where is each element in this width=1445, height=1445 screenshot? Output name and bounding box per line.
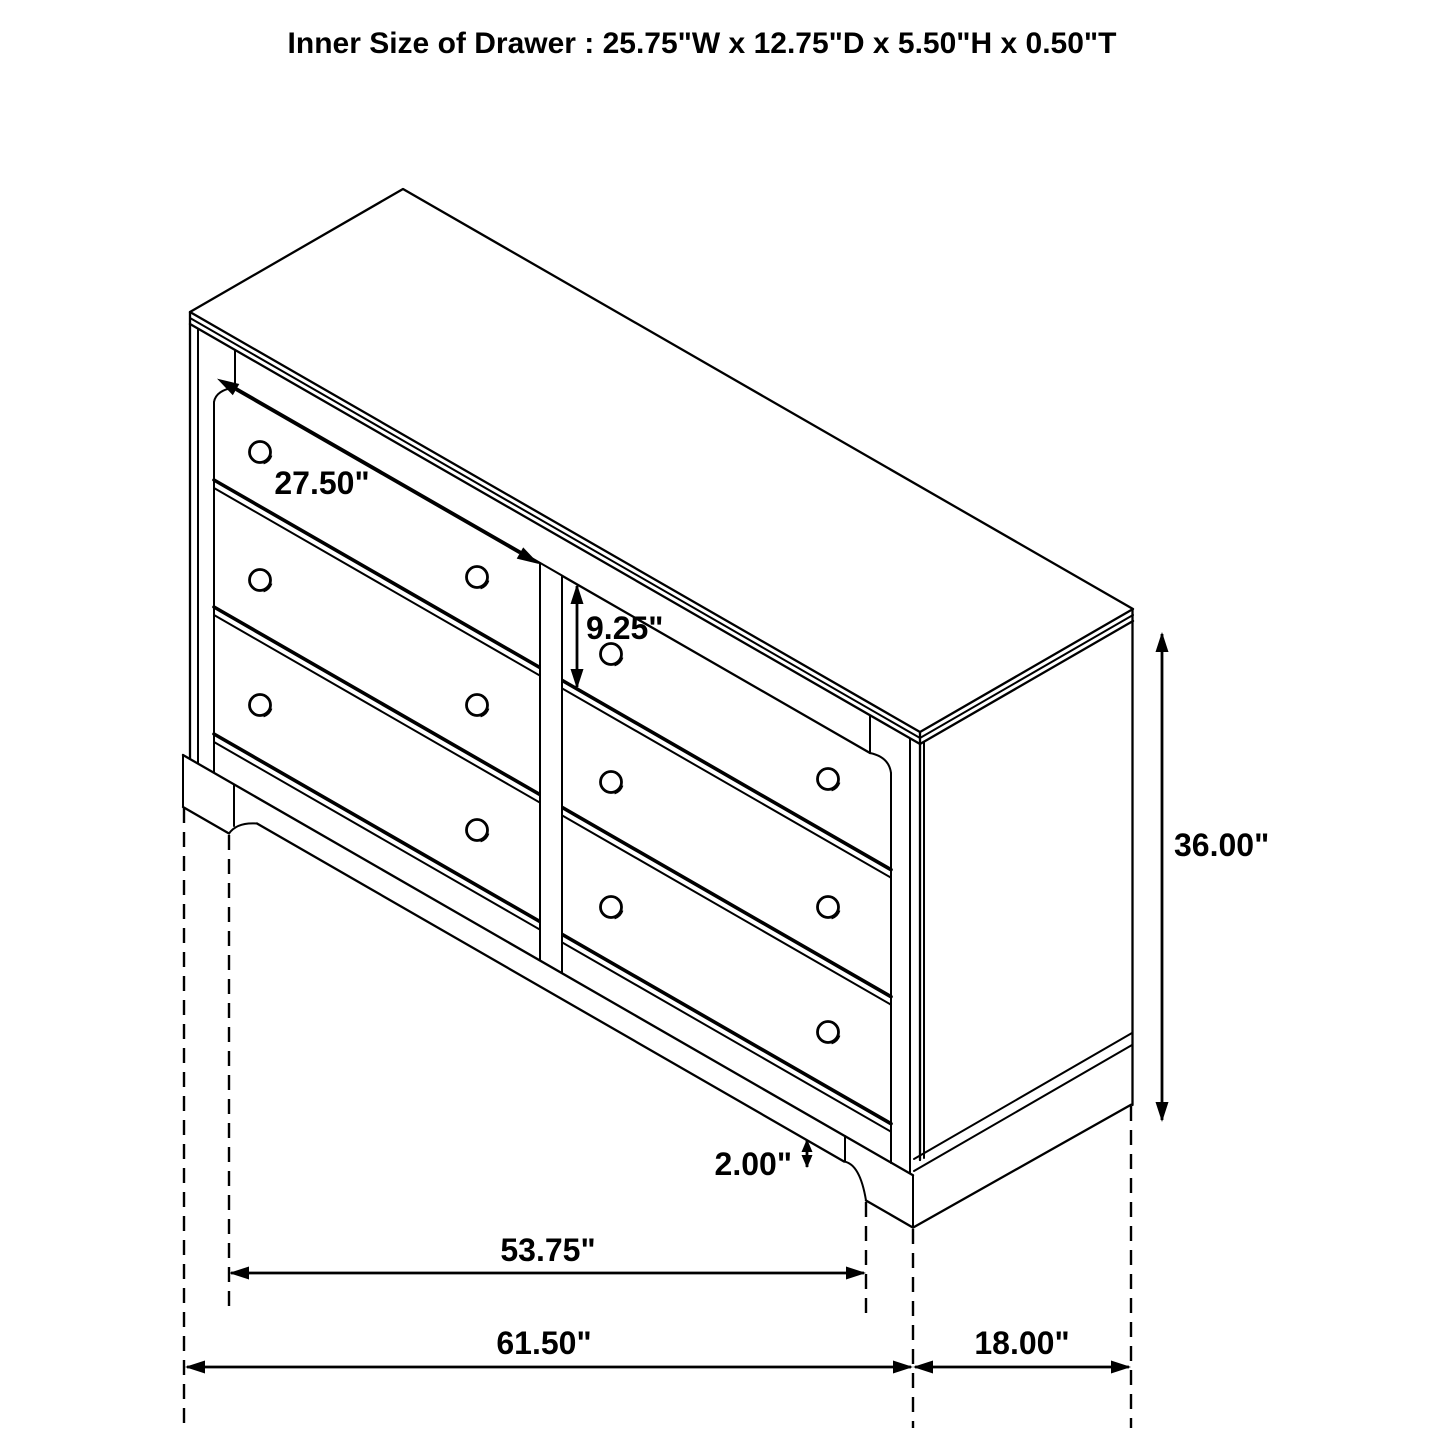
drawer-knob [818, 1022, 840, 1044]
dimension-drawer-opening-height [571, 584, 664, 689]
dimension-label-overall-depth: 18.00" [974, 1325, 1070, 1361]
left-foot-bottom-edge [183, 807, 229, 834]
drawer-knob [250, 442, 272, 464]
arrowhead-right [846, 1267, 866, 1280]
arrowhead-down [1156, 1102, 1169, 1122]
arrowhead-up [1156, 632, 1169, 652]
arrowhead-left [913, 1361, 933, 1374]
arrowhead-right [1111, 1361, 1131, 1374]
dimension-drawer-width [217, 379, 539, 564]
dimension-label-overall-width: 61.50" [496, 1325, 592, 1361]
dimension-label-foot-height: 2.00" [714, 1146, 792, 1182]
dimension-overall-depth [913, 1325, 1131, 1374]
diagram-title: Inner Size of Drawer : 25.75"W x 12.75"D x 5.50"H x 0.50"T [287, 27, 1117, 60]
drawer-knob [467, 695, 489, 717]
drawer-knob [818, 769, 840, 791]
top-face-outline [190, 189, 1133, 732]
dimension-label-feet-span: 53.75" [500, 1232, 596, 1268]
dimension-label-opening-height: 9.25" [586, 610, 664, 646]
arrowhead-left [185, 1361, 205, 1374]
drawer-knob [467, 820, 489, 842]
arrowhead-up [802, 1139, 813, 1152]
dimension-feet-span [229, 1232, 866, 1280]
arrowhead-down [802, 1155, 813, 1168]
dimension-overall-width [185, 1325, 913, 1374]
dimension-label-overall-height: 36.00" [1174, 827, 1270, 863]
arrowhead-right [893, 1361, 913, 1374]
drawer-knob [250, 570, 272, 592]
drawer-knob [467, 567, 489, 589]
side-base-molding-lip [914, 1045, 1132, 1171]
right-foot-arch-arc [844, 1162, 866, 1201]
dresser-side-face [913, 609, 1133, 1228]
side-bottom-edge [913, 1105, 1131, 1228]
drawer-knob [250, 695, 272, 717]
center-stile-face [540, 564, 562, 973]
drawer-knob [601, 644, 623, 666]
drawer-knob [601, 772, 623, 794]
right-corner-bracket-arc [870, 753, 891, 773]
dimension-overall-height [1156, 632, 1270, 1122]
dimension-foot-height [715, 1139, 813, 1182]
center-stile [540, 563, 562, 973]
side-base-molding-top [914, 1033, 1132, 1159]
arrowhead-downright [517, 547, 539, 564]
arrowhead-left [229, 1267, 249, 1280]
drawer-knob [818, 897, 840, 919]
drawer-knob [601, 897, 623, 919]
dimension-label-drawer-width: 27.50" [274, 465, 370, 501]
top-edge-band-bottom [190, 324, 1133, 744]
right-foot-bottom-edge [866, 1201, 913, 1228]
